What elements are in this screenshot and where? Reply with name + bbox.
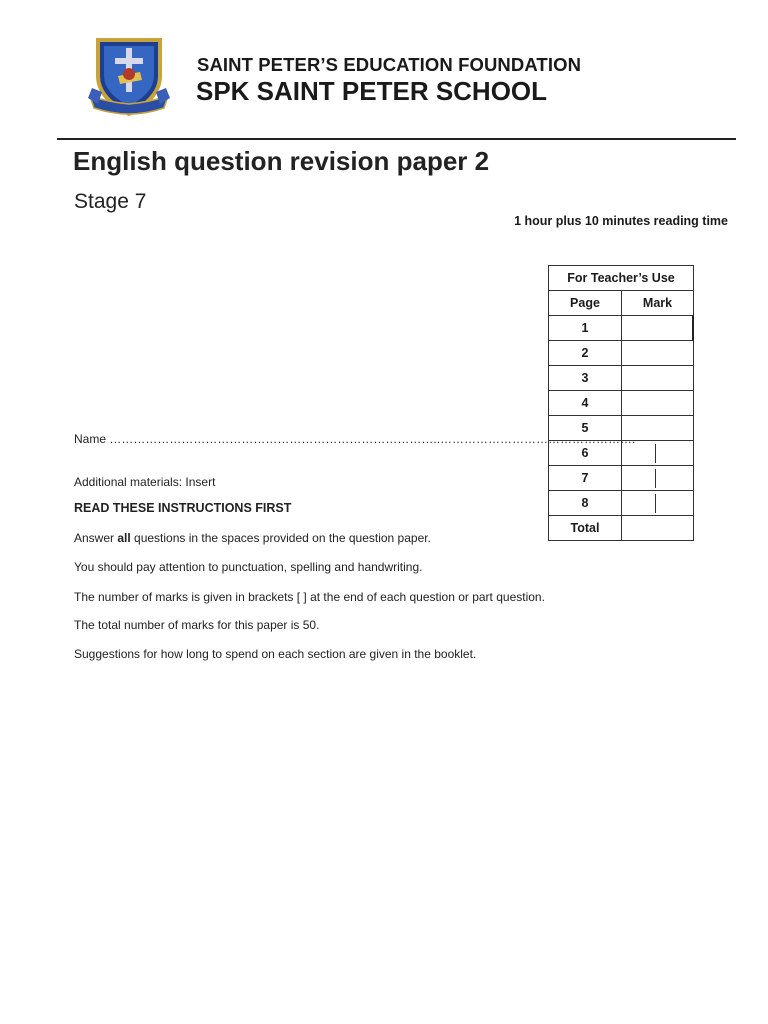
instruction-1-post: questions in the spaces provided on the question paper. — [130, 531, 431, 545]
paper-duration: 1 hour plus 10 minutes reading time — [514, 214, 728, 228]
instruction-5: Suggestions for how long to spend on each section are given in the booklet. — [74, 647, 477, 661]
table-row — [549, 316, 694, 341]
instruction-1 — [74, 531, 431, 545]
instruction-3: The number of marks is given in brackets [ ] at the end of each question or part question. — [74, 590, 545, 604]
page-number: 3 — [549, 366, 622, 391]
marks-caption-row — [549, 266, 694, 291]
total-mark-cell[interactable] — [622, 516, 694, 541]
page-number: 4 — [549, 391, 622, 416]
mark-cell[interactable] — [622, 391, 694, 416]
instruction-1-pre: Answer — [74, 531, 118, 545]
name-field-row[interactable] — [74, 432, 635, 446]
page-number: 5 — [549, 416, 622, 441]
mark-cell[interactable] — [622, 466, 694, 491]
page-number: 2 — [549, 341, 622, 366]
total-row — [549, 516, 694, 541]
header-divider — [57, 138, 736, 140]
table-row — [549, 466, 694, 491]
name-dotted-line[interactable]: ………………………………………………………………………..…………………………………………. — [109, 432, 636, 446]
school-crest-icon — [88, 32, 170, 118]
paper-stage: Stage 7 — [74, 190, 147, 213]
instruction-1-bold: all — [117, 531, 131, 545]
marks-caption: For Teacher’s Use — [549, 266, 694, 291]
additional-materials: Additional materials: Insert — [74, 475, 216, 489]
paper-title: English question revision paper 2 — [73, 146, 490, 176]
name-label: Name — [74, 432, 107, 446]
organization-name: SAINT PETER’S EDUCATION FOUNDATION — [197, 54, 582, 75]
page-number: 6 — [549, 441, 622, 466]
instruction-2: You should pay attention to punctuation, spelling and handwriting. — [74, 560, 423, 574]
mark-cell[interactable] — [622, 341, 694, 366]
col-mark-header: Mark — [622, 291, 694, 316]
page-number: 8 — [549, 491, 622, 516]
instructions-heading: READ THESE INSTRUCTIONS FIRST — [74, 501, 292, 515]
mark-cell[interactable] — [622, 491, 694, 516]
table-row — [549, 491, 694, 516]
table-row — [549, 366, 694, 391]
table-row — [549, 391, 694, 416]
page-number: 7 — [549, 466, 622, 491]
table-row — [549, 341, 694, 366]
page-number: 1 — [549, 316, 622, 341]
col-page-header: Page — [549, 291, 622, 316]
school-name: SPK SAINT PETER SCHOOL — [196, 76, 548, 106]
marks-header-row — [549, 291, 694, 316]
total-label: Total — [549, 516, 622, 541]
instruction-4: The total number of marks for this paper is 50. — [74, 618, 320, 632]
mark-cell[interactable] — [622, 366, 694, 391]
mark-cell[interactable] — [622, 316, 694, 341]
teacher-marks-table — [548, 265, 694, 541]
